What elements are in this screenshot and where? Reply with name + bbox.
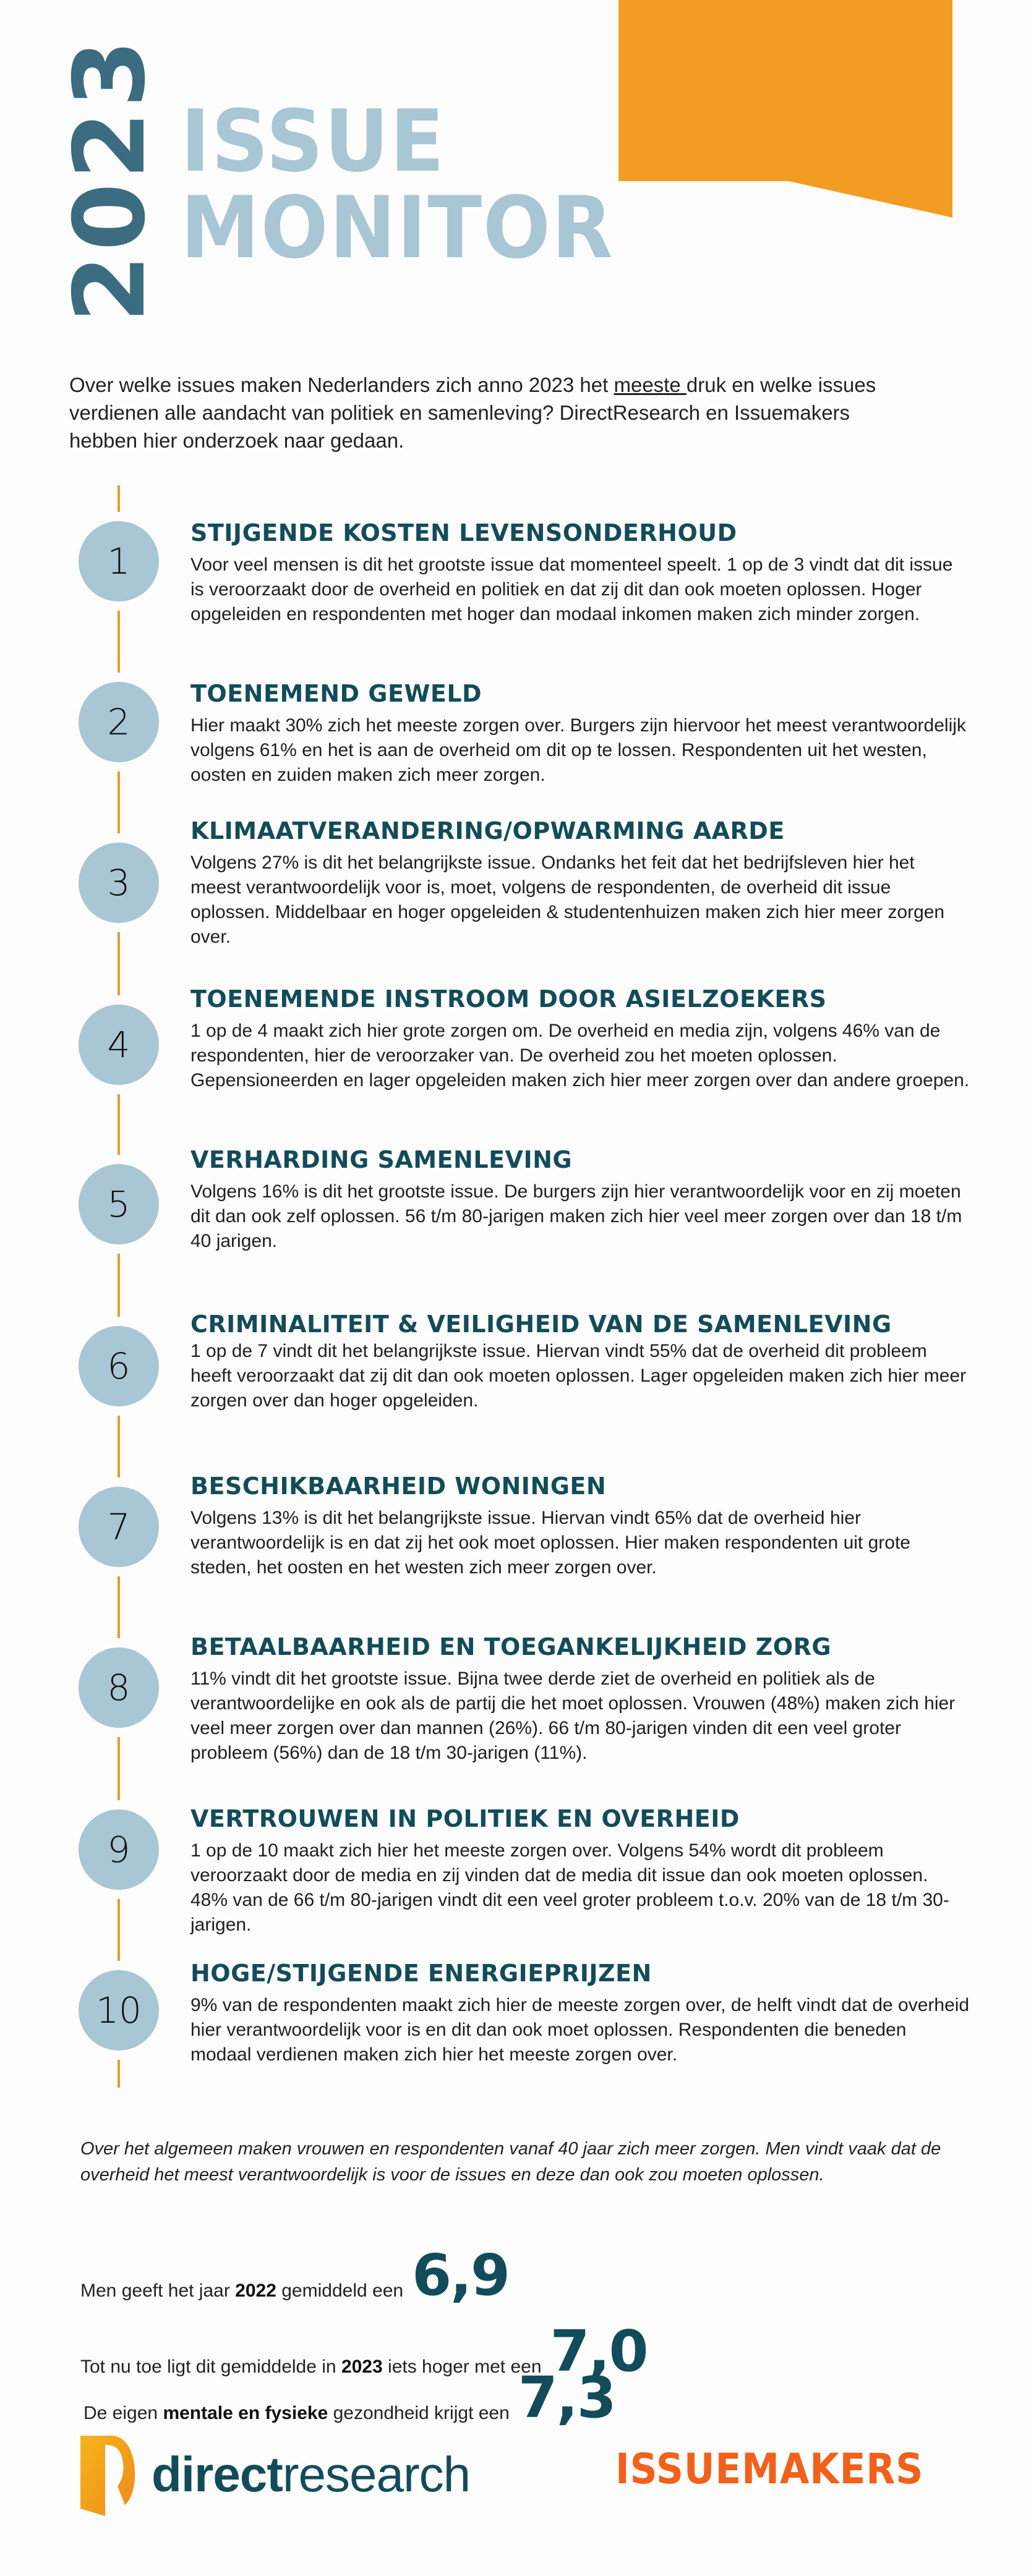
timeline-connector — [118, 1737, 120, 1800]
directresearch-logo — [80, 2433, 513, 2519]
timeline-connector — [118, 1094, 120, 1155]
issue-title: VERTROUWEN IN POLITIEK EN OVERHEID — [190, 1805, 740, 1832]
issue-description: Voor veel mensen is dit het grootste issue dat momenteel speelt. 1 op de 3 vindt dat dit issue is veroorzaakt door de overheid en politiek en dat zij dit dan ook moeten oplossen. Hoger opgeleiden en respondenten met hoger dan modaal inkomen maken zich minder zorgen. — [190, 555, 953, 624]
issue-item — [190, 816, 970, 950]
rank-badge: 3 — [79, 843, 159, 923]
stat-label: De eigen mentale en fysieke gezondheid krijgt een — [83, 2402, 510, 2423]
directresearch-r-icon — [80, 2436, 136, 2516]
stat-label: Men geeft het jaar 2022 gemiddeld een — [80, 2280, 404, 2301]
issue-item — [190, 1804, 970, 1937]
stat-row-2022 — [80, 2242, 510, 2308]
issue-title: KLIMAATVERANDERING/OPWARMING AARDE — [190, 817, 785, 844]
timeline-connector — [118, 2060, 120, 2088]
issue-description: 1 op de 4 maakt zich hier grote zorgen om. De overheid en media zijn, volgens 46% van de respondenten, hier de veroorzaker van. De overheid zou het moeten oplossen. Gepensioneerden en lager opgeleiden maken zich hier meer zorgen over dan andere groepen. — [190, 1021, 970, 1090]
title-monitor: MONITOR — [181, 178, 614, 278]
timeline-connector — [118, 772, 120, 833]
issue-title: TOENEMEND GEWELD — [190, 680, 482, 707]
issue-description: Volgens 13% is dit het belangrijkste issue. Hiervan vindt 65% dat de overheid hier verantwoordelijk is en dat zij het ook moet oplossen. Hier maken respondenten uit grote steden, het oosten en het westen zich meer zorgen over. — [190, 1508, 910, 1578]
stat-value: 6,9 — [412, 2242, 510, 2308]
timeline-connector — [118, 1254, 120, 1317]
issue-description: 1 op de 10 maakt zich hier het meeste zorgen over. Volgens 54% wordt dit probleem veroorzaakt door de media en zij vinden dat de media dit issue dan ook moeten oplossen. 48% van de 66 t/m 80-jarigen vindt dit een veel groter probleem t.o.v. 20% van de 18 t/m 30-jarigen. — [190, 1840, 949, 1935]
issue-item — [190, 1958, 970, 2067]
issue-item — [190, 1632, 970, 1766]
issue-description: Hier maakt 30% zich het meeste zorgen over. Burgers zijn hiervoor het meest verantwoordelijk volgens 61% en het is aan de overheid om dit op te lossen. Respondenten uit het westen, oosten en zuiden maken zich meer zorgen. — [190, 715, 966, 785]
directresearch-wordmark: directresearch — [152, 2447, 471, 2502]
issue-title: CRIMINALITEIT & VEILIGHEID VAN DE SAMENLEVING — [190, 1311, 892, 1338]
timeline-connector — [118, 485, 120, 512]
rank-badge: 10 — [79, 1970, 159, 2051]
stat-value: 7,3 — [518, 2365, 615, 2431]
stat-label: Tot nu toe ligt dit gemiddelde in 2023 iets hoger met een — [80, 2356, 542, 2377]
issuemakers-logo: ISSUEMAKERS — [615, 2445, 924, 2494]
issue-title: VERHARDING SAMENLEVING — [190, 1146, 573, 1173]
stat-value: 7,0 — [550, 2318, 648, 2384]
timeline-connector — [118, 932, 120, 995]
intro-paragraph — [69, 371, 923, 454]
issue-item — [190, 518, 970, 627]
issue-title: TOENEMENDE INSTROOM DOOR ASIELZOEKERS — [190, 985, 827, 1013]
year-text: 2023 — [53, 36, 167, 323]
timeline-connector — [118, 1576, 120, 1638]
rank-badge: 4 — [79, 1005, 159, 1085]
issue-title: BETAALBAARHEID EN TOEGANKELIJKHEID ZORG — [190, 1633, 832, 1660]
issue-title: HOGE/STIJGENDE ENERGIEPRIJZEN — [190, 1960, 652, 1987]
issue-description: 9% van de respondenten maakt zich hier de meeste zorgen over, de helft vindt dat de overheid hier verantwoordelijk voor is en dit dan ook moet oplossen. Respondenten die beneden modaal verdienen maken zich hier het meeste zorgen over. — [190, 1995, 970, 2065]
issue-item — [190, 679, 970, 788]
issue-title: BESCHIKBAARHEID WONINGEN — [190, 1473, 607, 1500]
issue-description: Volgens 27% is dit het belangrijkste issue. Ondanks het feit dat het bedrijfsleven hier het meest verantwoordelijk voor is, moet, volgens de respondenten, de overheid dit issue oplossen. Middelbaar en hoger opgeleiden & studentenhuizen maken zich hier meer zorgen over. — [190, 852, 945, 947]
intro-text-before: Over welke issues maken Nederlanders zich anno 2023 het — [69, 373, 614, 396]
summary-text: Over het algemeen maken vrouwen en respondenten vanaf 40 jaar zich meer zorgen. Men vindt vaak dat de overheid het meest verantwoordelijk is voor de issues en deze dan ook zou moeten oplossen. — [80, 2139, 941, 2185]
issue-description: Volgens 16% is dit het grootste issue. De burgers zijn hier verantwoordelijk voor en zij moeten dit dan ook zelf oplossen. 56 t/m 80-jarigen maken zich hier veel meer zorgen over dan 18 t/m 40 jarigen. — [190, 1181, 962, 1251]
timeline-connector — [118, 611, 120, 673]
rank-badge: 7 — [79, 1487, 159, 1567]
issue-description: 1 op de 7 vindt dit het belangrijkste issue. Hiervan vindt 55% dat de overheid dit probleem heeft veroorzaakt dat zij dit dan ook moeten oplossen. Lager opgeleiden maken zich hier meer zorgen over dan hoger opgeleiden. — [190, 1341, 967, 1411]
rank-badge: 1 — [79, 521, 159, 601]
intro-text-after: druk en welke issues verdienen alle aandacht van politiek en samenleving? DirectResearch en Issuemakers hebben hier onderzoek naar gedaan. — [69, 373, 876, 452]
intro-underlined-word: meeste — [614, 373, 687, 396]
orange-banner-shape — [618, 0, 952, 218]
timeline-connector — [118, 1899, 120, 1961]
year-vertical — [53, 36, 167, 323]
issue-item — [190, 984, 970, 1093]
timeline-connector — [118, 1416, 120, 1477]
rank-badge: 5 — [79, 1164, 159, 1244]
issue-item — [190, 1145, 970, 1254]
issue-item — [190, 1309, 970, 1413]
rank-badge: 9 — [79, 1809, 159, 1890]
rank-badge: 6 — [79, 1326, 159, 1406]
rank-badge: 8 — [79, 1647, 159, 1728]
issue-title: STIJGENDE KOSTEN LEVENSONDERHOUD — [190, 519, 737, 546]
issue-item — [190, 1471, 970, 1580]
rank-badge: 2 — [79, 682, 159, 762]
title-issue: ISSUE — [181, 91, 446, 191]
issue-description: 11% vindt dit het grootste issue. Bijna twee derde ziet de overheid en politiek als de verantwoordelijke en ook als de partij die het moet oplossen. Vrouwen (48%) maken zich hier veel meer zorgen over dan mannen (26%). 66 t/m 80-jarigen vinden dit een veel groter probleem (56%) dan de 18 t/m 30-jarigen (11%). — [190, 1668, 956, 1763]
